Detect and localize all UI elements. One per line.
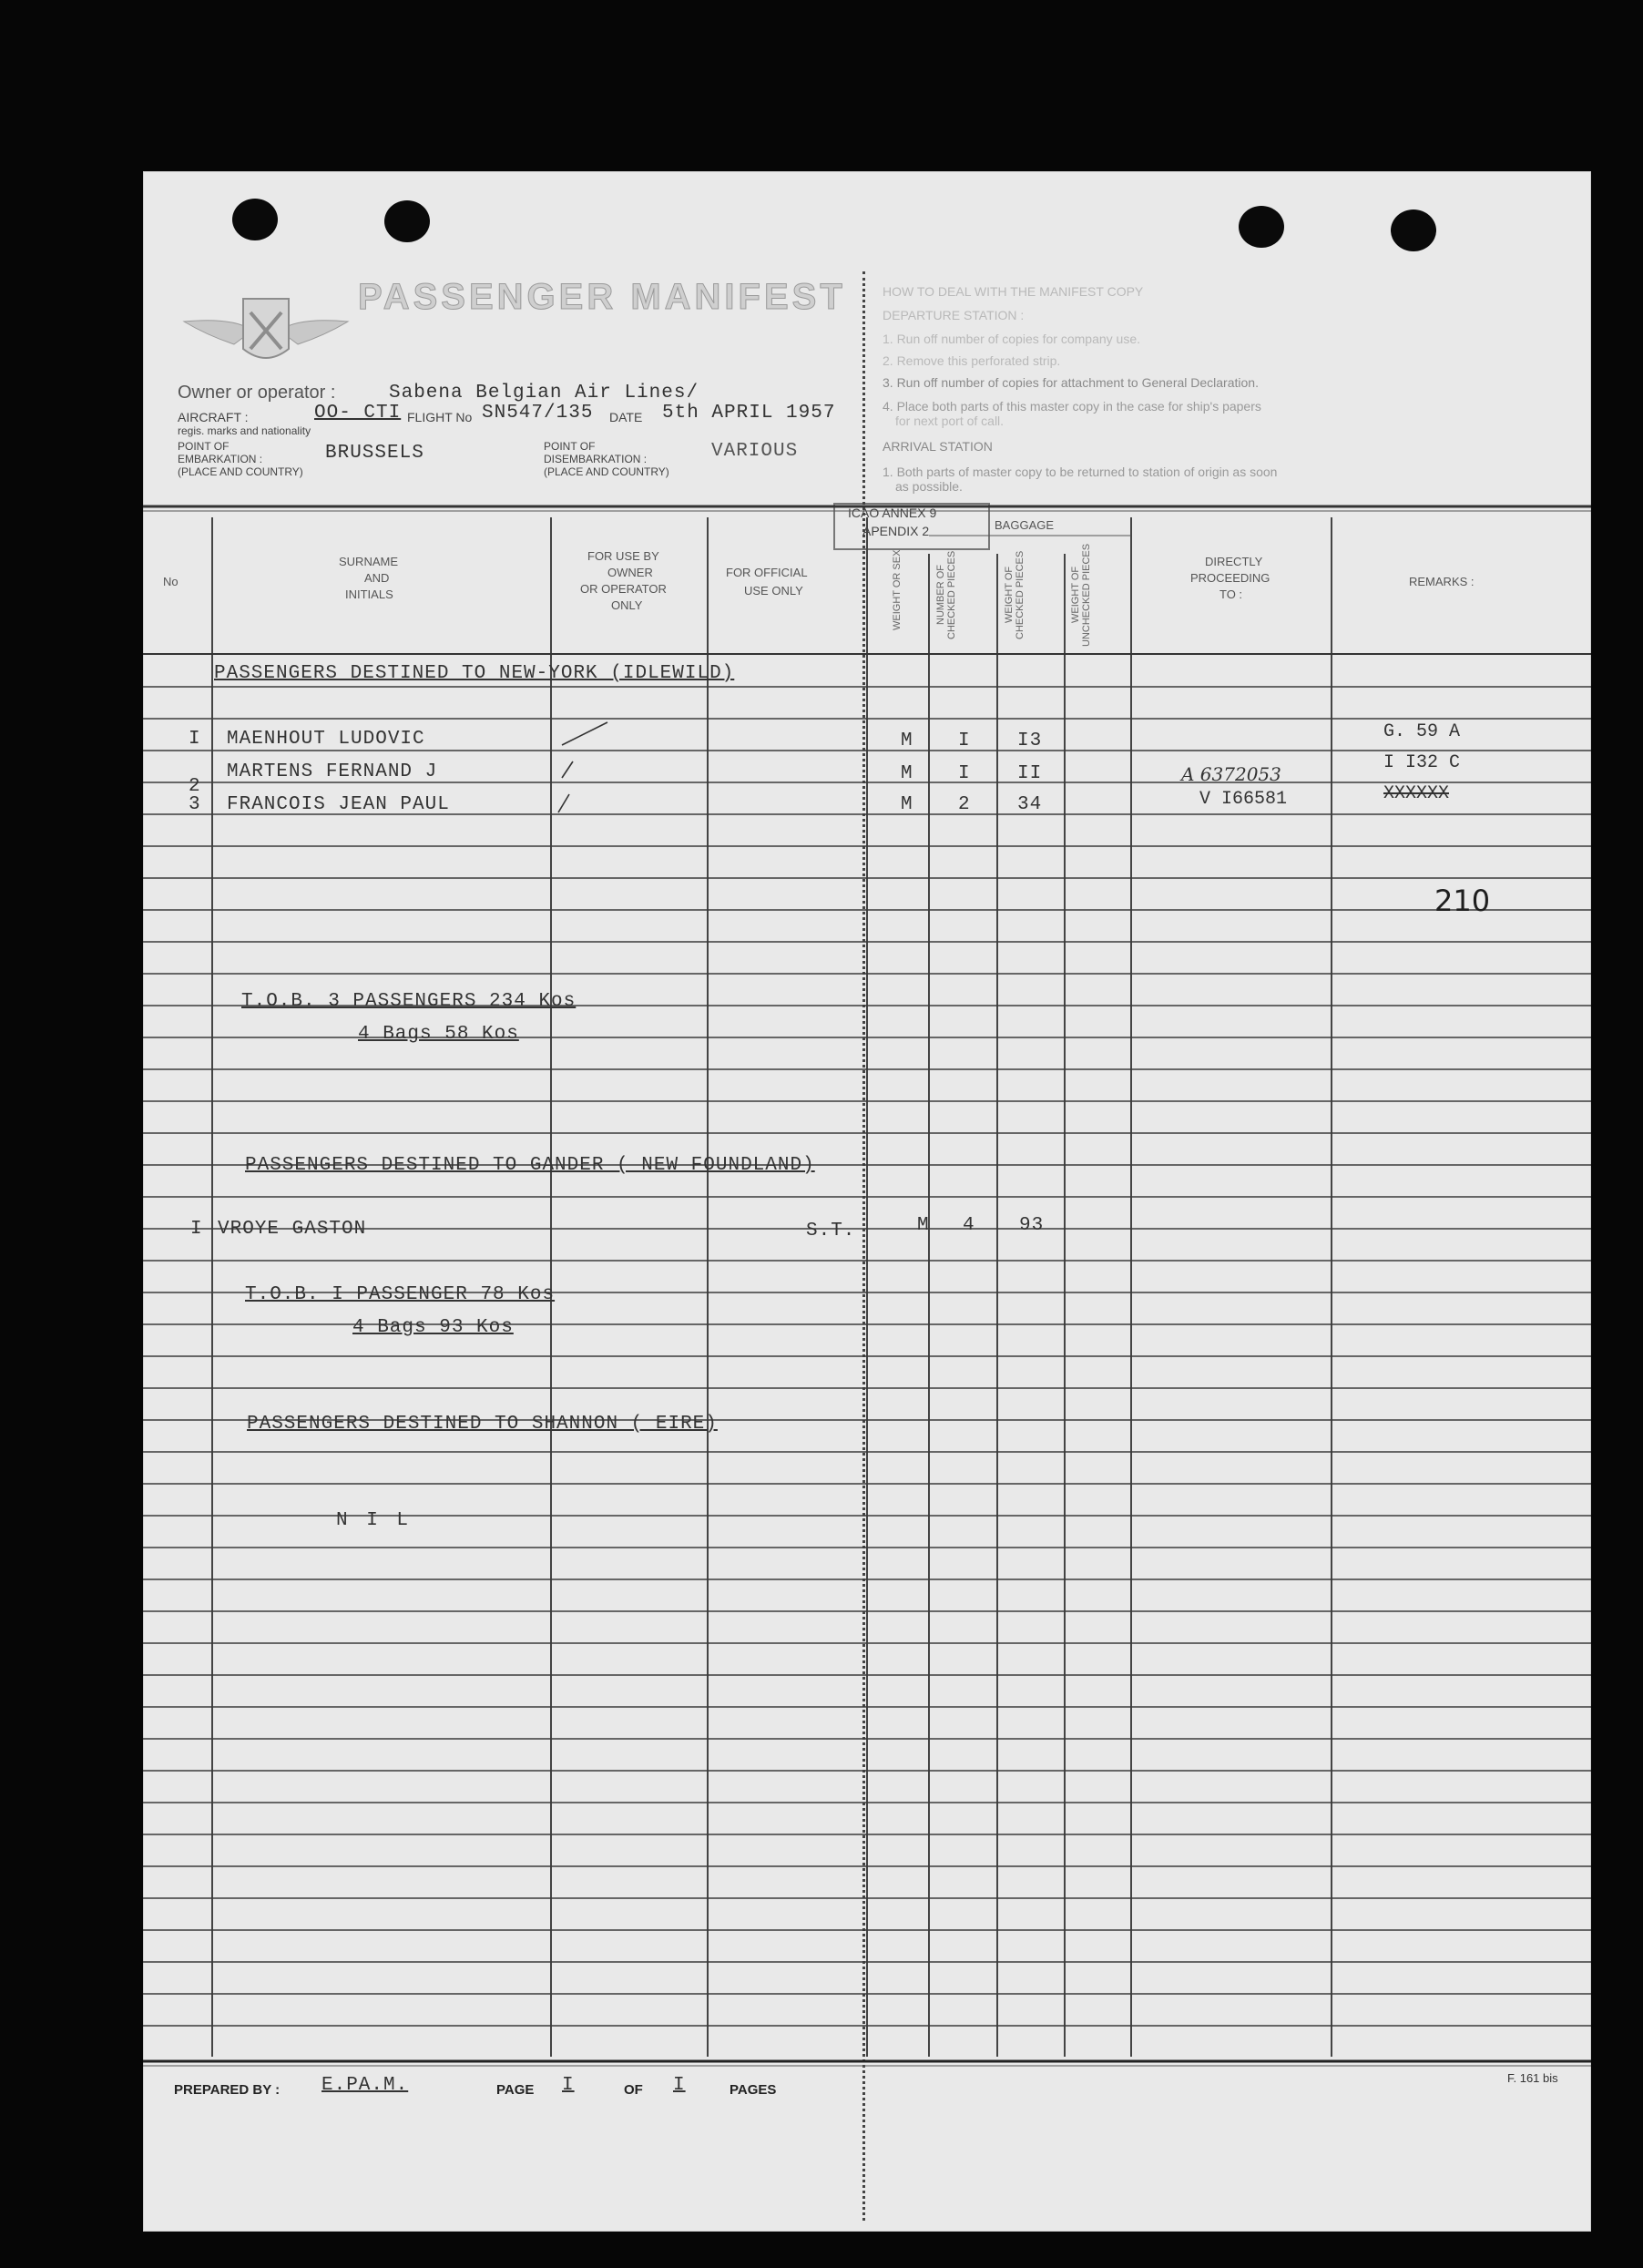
instruction-2: 2. Remove this perforated strip. [883, 353, 1061, 368]
embark-value: BRUSSELS [325, 443, 424, 464]
form-code: F. 161 bis [1507, 2071, 1558, 2085]
bag-weight: 34 [1017, 794, 1043, 815]
col-official-1: FOR OFFICIAL [726, 566, 808, 579]
passenger-sex: M [901, 730, 913, 751]
prepared-by-label: PREPARED BY : [174, 2082, 281, 2098]
passenger-name: MAENHOUT LUDOVIC [227, 729, 425, 750]
passenger-sex: M [917, 1215, 930, 1236]
regis-label: regis. marks and nationality [178, 424, 311, 437]
aircraft-label: AIRCRAFT : [178, 410, 249, 424]
nil-entry: N I L [336, 1510, 413, 1531]
disembark-label-1: POINT OF [544, 440, 596, 453]
passenger-remarks: G. 59 A [1383, 721, 1461, 742]
proceeding-to: A 6372053 [1181, 763, 1281, 785]
instruction-1: 1. Run off number of copies for company use. [883, 332, 1141, 346]
disembark-label-2: DISEMBARKATION : [544, 453, 648, 465]
prepared-by-value: E.PA.M. [321, 2075, 409, 2096]
col-owner-use-3: OR OPERATOR [580, 582, 667, 596]
pages-label: PAGES [730, 2082, 777, 2098]
instruction-4b: for next port of call. [895, 414, 1005, 428]
passenger-remarks-struck: XXXXXX [1383, 783, 1450, 804]
official-use: S.T. [806, 1221, 856, 1241]
flight-value: SN547/135 [482, 403, 594, 424]
col-proceeding-2: PROCEEDING [1190, 571, 1271, 585]
row-no: I [189, 729, 201, 750]
col-owner-use-4: ONLY [611, 598, 643, 612]
embark-label-1: POINT OF [178, 440, 230, 453]
passenger-name: FRANCOIS JEAN PAUL [227, 794, 450, 815]
total-newyork-2: 4 Bags 58 Kos [358, 1024, 519, 1045]
passenger-name: MARTENS FERNAND J [227, 761, 438, 782]
date-value: 5th APRIL 1957 [662, 403, 836, 424]
check-marks [553, 718, 662, 818]
document-title: PASSENGER MANIFEST [358, 277, 846, 317]
embark-label-2: EMBARKATION : [178, 453, 263, 465]
bag-weight: I3 [1017, 730, 1043, 751]
owner-label: Owner or operator : [178, 383, 336, 403]
passenger-name: VROYE GASTON [218, 1219, 367, 1240]
col-bag-checked-wt: WEIGHT OF CHECKED PIECES [1004, 550, 1026, 639]
section-heading-gander: PASSENGERS DESTINED TO GANDER ( NEW FOUNDLAND) [245, 1155, 815, 1176]
row-no: 3 [189, 794, 201, 815]
section-heading-newyork: PASSENGERS DESTINED TO NEW-YORK (IDLEWILD) [214, 663, 735, 684]
owner-value: Sabena Belgian Air Lines/ [389, 383, 699, 404]
manifest-sheet [143, 171, 1591, 2232]
col-owner-use-1: FOR USE BY [587, 549, 659, 563]
col-remarks: REMARKS : [1409, 575, 1475, 588]
instruction-4a: 4. Place both parts of this master copy in the case for ship's papers [883, 399, 1261, 414]
bag-pieces: I [958, 730, 971, 751]
total-gander-2: 4 Bags 93 Kos [352, 1317, 514, 1338]
col-bag-checked-num: NUMBER OF CHECKED PIECES [935, 550, 957, 639]
total-newyork-1: T.O.B. 3 PASSENGERS 234 Kos [241, 991, 577, 1012]
bag-weight: 93 [1019, 1215, 1045, 1236]
bag-pieces: 4 [963, 1215, 975, 1236]
col-owner-use-2: OWNER [607, 566, 653, 579]
col-proceeding-1: DIRECTLY [1205, 555, 1263, 568]
instruction-3: 3. Run off number of copies for attachment to General Declaration. [883, 375, 1259, 390]
page-value: I [562, 2075, 575, 2096]
section-heading-shannon: PASSENGERS DESTINED TO SHANNON ( EIRE) [247, 1414, 718, 1435]
col-no: No [163, 575, 179, 588]
flight-label: FLIGHT No [407, 410, 473, 424]
bag-pieces: I [958, 763, 971, 784]
row-no: I [190, 1219, 203, 1240]
of-label: OF [624, 2082, 643, 2098]
of-value: I [673, 2075, 686, 2096]
disembark-value: VARIOUS [711, 441, 799, 462]
passenger-remarks: I I32 C [1383, 752, 1461, 773]
passenger-sex: M [901, 763, 913, 784]
page-label: PAGE [496, 2082, 535, 2098]
manifest-grid [143, 171, 1591, 2232]
embark-label-3: (PLACE AND COUNTRY) [178, 465, 303, 478]
departure-station: DEPARTURE STATION : [883, 308, 1025, 322]
row-no: 2 [189, 776, 201, 797]
annex-line-2: APENDIX 2 [862, 524, 930, 538]
col-official-2: USE ONLY [744, 584, 803, 598]
proceeding-to: V I66581 [1199, 789, 1288, 810]
bag-pieces: 2 [958, 794, 971, 815]
total-gander-1: T.O.B. I PASSENGER 78 Kos [245, 1284, 556, 1305]
col-surname-2: AND [364, 571, 390, 585]
col-surname-1: SURNAME [339, 555, 399, 568]
instruction-5a: 1. Both parts of master copy to be returned to station of origin as soon [883, 465, 1278, 479]
aircraft-value: OO- CTI [314, 403, 402, 424]
col-bag-unchecked-wt: WEIGHT OF UNCHECKED PIECES [1070, 543, 1092, 647]
col-weight-sex: WEIGHT OR SEX [892, 549, 903, 631]
annex-line-1: ICAO ANNEX 9 [848, 506, 937, 520]
instructions-title: HOW TO DEAL WITH THE MANIFEST COPY [883, 284, 1144, 299]
instruction-5b: as possible. [895, 479, 963, 494]
passenger-sex: M [901, 794, 913, 815]
arrival-station: ARRIVAL STATION [883, 439, 993, 454]
col-surname-3: INITIALS [345, 587, 393, 601]
handwritten-note: 210 [1434, 884, 1491, 918]
disembark-label-3: (PLACE AND COUNTRY) [544, 465, 669, 478]
col-baggage: BAGGAGE [995, 518, 1055, 532]
col-proceeding-3: TO : [1219, 587, 1243, 601]
date-label: DATE [609, 410, 643, 424]
bag-weight: II [1017, 763, 1043, 784]
